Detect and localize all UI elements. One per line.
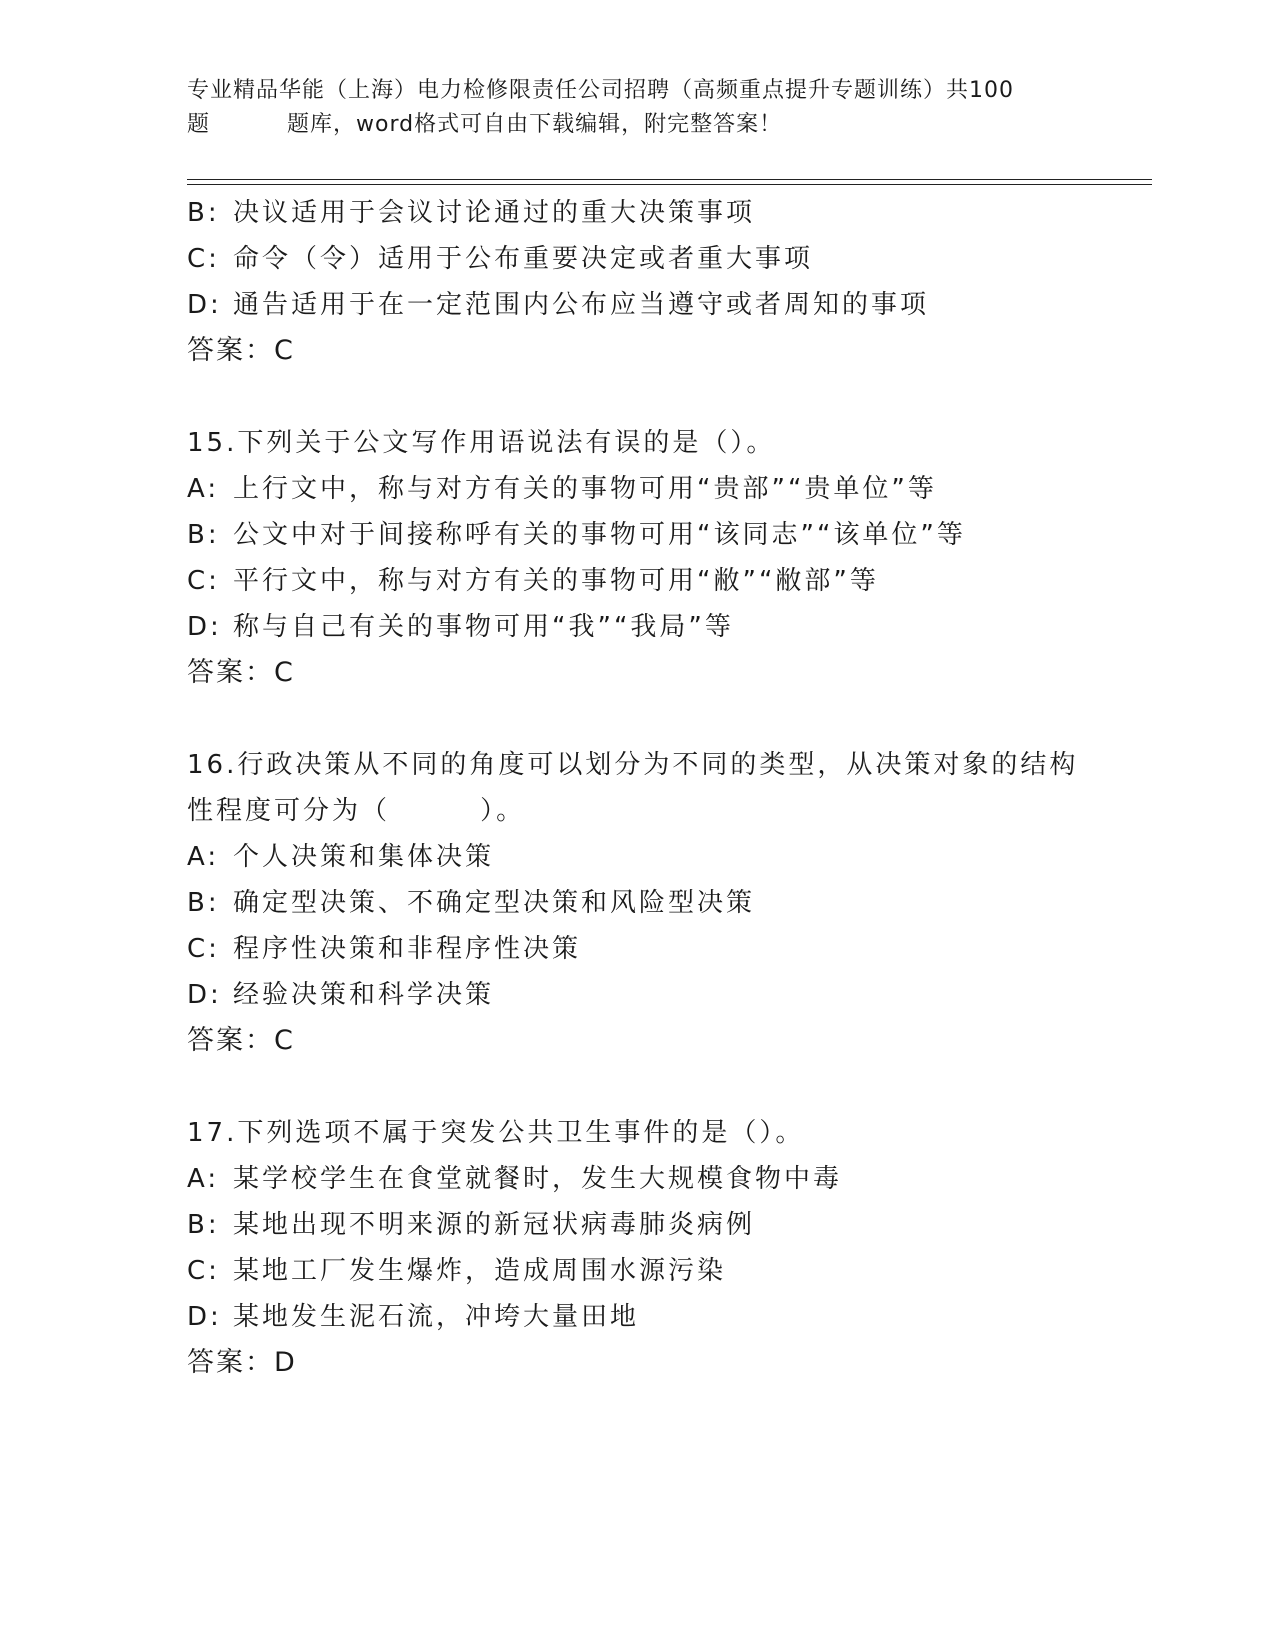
header-line-2 — [187, 108, 1087, 142]
header-divider-top — [187, 179, 1152, 180]
option-line — [187, 926, 1147, 972]
option-key: C: — [187, 566, 220, 596]
option-text: 命令（令）适用于公布重要决定或者重大事项 — [233, 244, 814, 274]
question-stem: 16.行政决策从不同的角度可以划分为不同的类型，从决策对象的结构 — [187, 750, 1079, 780]
option-text: 平行文中，称与对方有关的事物可用“敝”“敝部”等 — [233, 566, 879, 596]
option-text: 确定型决策、不确定型决策和风险型决策 — [233, 888, 756, 918]
question-stem: 17.下列选项不属于突发公共卫生事件的是（）。 — [187, 1118, 805, 1148]
option-text: 某地出现不明来源的新冠状病毒肺炎病例 — [233, 1210, 756, 1240]
option-key: B: — [187, 520, 220, 550]
document-body — [187, 190, 1147, 1386]
answer-line: 答案：C — [187, 657, 295, 688]
header-line-1: 专业精品华能（上海）电力检修限责任公司招聘（高频重点提升专题训练）共100 — [187, 78, 1014, 103]
option-text: 通告适用于在一定范围内公布应当遵守或者周知的事项 — [233, 290, 930, 320]
option-text: 程序性决策和非程序性决策 — [233, 934, 582, 964]
option-text: 经验决策和科学决策 — [233, 980, 495, 1010]
option-key: C: — [187, 1256, 220, 1286]
option-text: 某学校学生在食堂就餐时，发生大规模食物中毒 — [233, 1164, 843, 1194]
option-line — [187, 466, 1147, 512]
option-key: C: — [187, 934, 220, 964]
option-key: B: — [187, 198, 220, 228]
option-key: B: — [187, 888, 220, 918]
option-text: 上行文中，称与对方有关的事物可用“贵部”“贵单位”等 — [233, 474, 937, 504]
option-key: D: — [187, 612, 222, 642]
option-key: C: — [187, 244, 220, 274]
option-line — [187, 604, 1147, 650]
option-line — [187, 282, 1147, 328]
option-text: 某地发生泥石流，冲垮大量田地 — [233, 1302, 640, 1332]
option-key: A: — [187, 842, 220, 872]
option-key: A: — [187, 474, 220, 504]
option-line — [187, 1156, 1147, 1202]
answer-line: 答案：D — [187, 1347, 297, 1378]
question-17 — [187, 1110, 1147, 1386]
option-line — [187, 1248, 1147, 1294]
option-line — [187, 880, 1147, 926]
question-16 — [187, 742, 1147, 1064]
option-text: 决议适用于会议讨论通过的重大决策事项 — [233, 198, 756, 228]
document-header — [187, 74, 1087, 142]
option-line — [187, 1202, 1147, 1248]
option-key: D: — [187, 980, 222, 1010]
answer-line: 答案：C — [187, 335, 295, 366]
option-line — [187, 558, 1147, 604]
option-key: B: — [187, 1210, 220, 1240]
option-line — [187, 190, 1147, 236]
option-key: D: — [187, 1302, 222, 1332]
option-line — [187, 236, 1147, 282]
header-divider-bottom — [187, 184, 1152, 185]
option-text: 个人决策和集体决策 — [233, 842, 495, 872]
answer-line: 答案：C — [187, 1025, 295, 1056]
header-line-2-right: 题库，word格式可自由下载编辑，附完整答案！ — [287, 112, 783, 137]
option-line — [187, 972, 1147, 1018]
question-15 — [187, 420, 1147, 696]
question-stem: 15.下列关于公文写作用语说法有误的是（）。 — [187, 428, 776, 458]
option-key: D: — [187, 290, 222, 320]
option-text: 某地工厂发生爆炸，造成周围水源污染 — [233, 1256, 727, 1286]
option-line — [187, 512, 1147, 558]
option-text: 公文中对于间接称呼有关的事物可用“该同志”“该单位”等 — [233, 520, 966, 550]
header-line-2-left: 题 — [187, 112, 211, 137]
option-line — [187, 1294, 1147, 1340]
option-text: 称与自己有关的事物可用“我”“我局”等 — [233, 612, 734, 642]
option-line — [187, 834, 1147, 880]
previous-question-tail — [187, 190, 1147, 374]
option-key: A: — [187, 1164, 220, 1194]
question-stem-continued: 性程度可分为（ ）。 — [187, 796, 526, 826]
